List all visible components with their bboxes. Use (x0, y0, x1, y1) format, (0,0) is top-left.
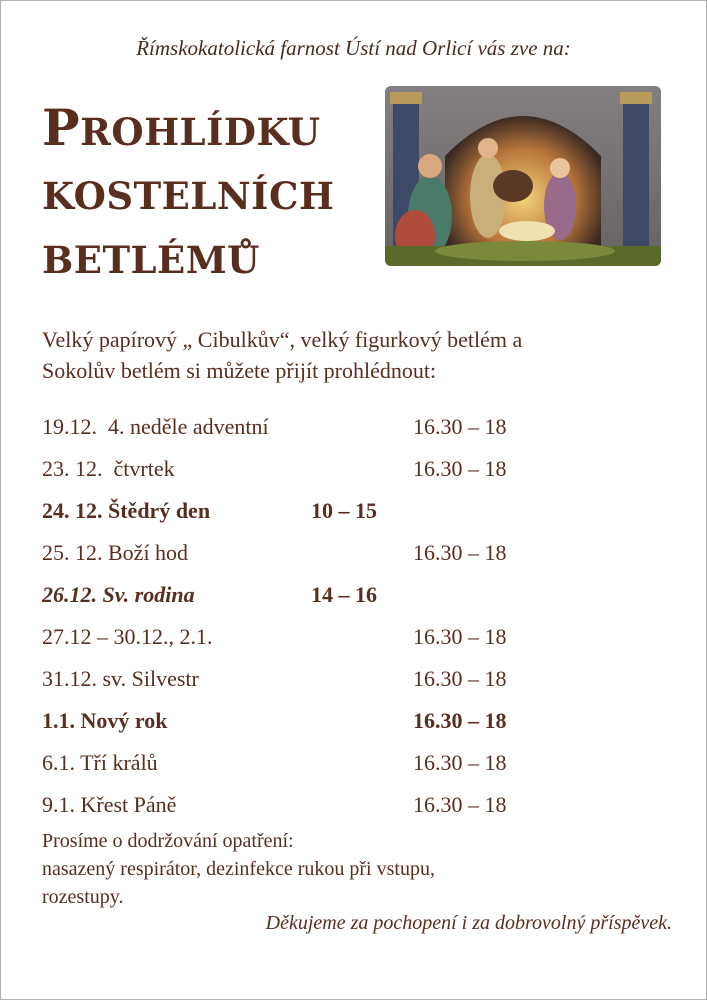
schedule-time: 16.30 – 18 (413, 540, 507, 565)
schedule-date: 23. 12. čtvrtek (42, 456, 175, 481)
footer-line-1: Prosíme o dodržování opatření: (42, 830, 294, 852)
schedule-time: 16.30 – 18 (413, 750, 507, 775)
schedule-time: 10 – 15 (311, 498, 377, 523)
schedule-row (42, 448, 662, 490)
schedule-time: 16.30 – 18 (413, 666, 507, 691)
poster-title (42, 96, 334, 292)
footer-line-3: rozestupy. (42, 886, 124, 908)
thanks-text: Děkujeme za pochopení i za dobrovolný příspěvek. (265, 912, 672, 934)
lead-line-1: Velký papírový „ Cibulkův“, velký figurkový betlém a (42, 327, 523, 352)
lead-line-2: Sokolův betlém si můžete přijít prohlédnout: (42, 358, 437, 383)
lead-text (42, 324, 682, 386)
schedule-time: 14 – 16 (311, 582, 377, 607)
title-line-1 (42, 96, 334, 164)
schedule-list (42, 406, 662, 826)
schedule-date: 1.1. Nový rok (42, 708, 168, 733)
schedule-row (42, 490, 662, 532)
schedule-time: 16.30 – 18 (413, 624, 507, 649)
schedule-date: 31.12. sv. Silvestr (42, 666, 199, 691)
schedule-row (42, 700, 662, 742)
schedule-row (42, 406, 662, 448)
schedule-date: 6.1. Tří králů (42, 750, 158, 775)
schedule-time: 16.30 – 18 (413, 792, 507, 817)
schedule-row (42, 742, 662, 784)
schedule-date: 24. 12. Štědrý den (42, 498, 211, 523)
nativity-illustration (385, 86, 661, 266)
schedule-row (42, 658, 662, 700)
schedule-row (42, 616, 662, 658)
schedule-row (42, 784, 662, 826)
schedule-date: 25. 12. Boží hod (42, 540, 189, 565)
title-line-2: KOSTELNÍCH (42, 174, 335, 218)
schedule-time: 16.30 – 18 (413, 414, 507, 439)
schedule-date: 27.12 – 30.12., 2.1. (42, 624, 213, 649)
schedule-date: 19.12. 4. neděle adventní (42, 414, 269, 439)
schedule-date: 9.1. Křest Páně (42, 792, 177, 817)
nativity-scene-photo (385, 86, 661, 266)
intro-text: Římskokatolická farnost Ústí nad Orlicí vás zve na: (136, 36, 571, 60)
schedule-row (42, 532, 662, 574)
title-initial: P (42, 98, 81, 157)
footer-notice (42, 827, 682, 911)
schedule-time: 16.30 – 18 (413, 456, 507, 481)
title-line-3: BETLÉMŮ (42, 238, 260, 282)
footer-line-2: nasazený respirátor, dezinfekce rukou při vstupu, (42, 858, 435, 880)
schedule-row (42, 574, 662, 616)
title-line-1-rest: ROHLÍDKU (80, 110, 321, 154)
schedule-date: 26.12. Sv. rodina (42, 582, 195, 607)
schedule-time: 16.30 – 18 (413, 708, 507, 733)
